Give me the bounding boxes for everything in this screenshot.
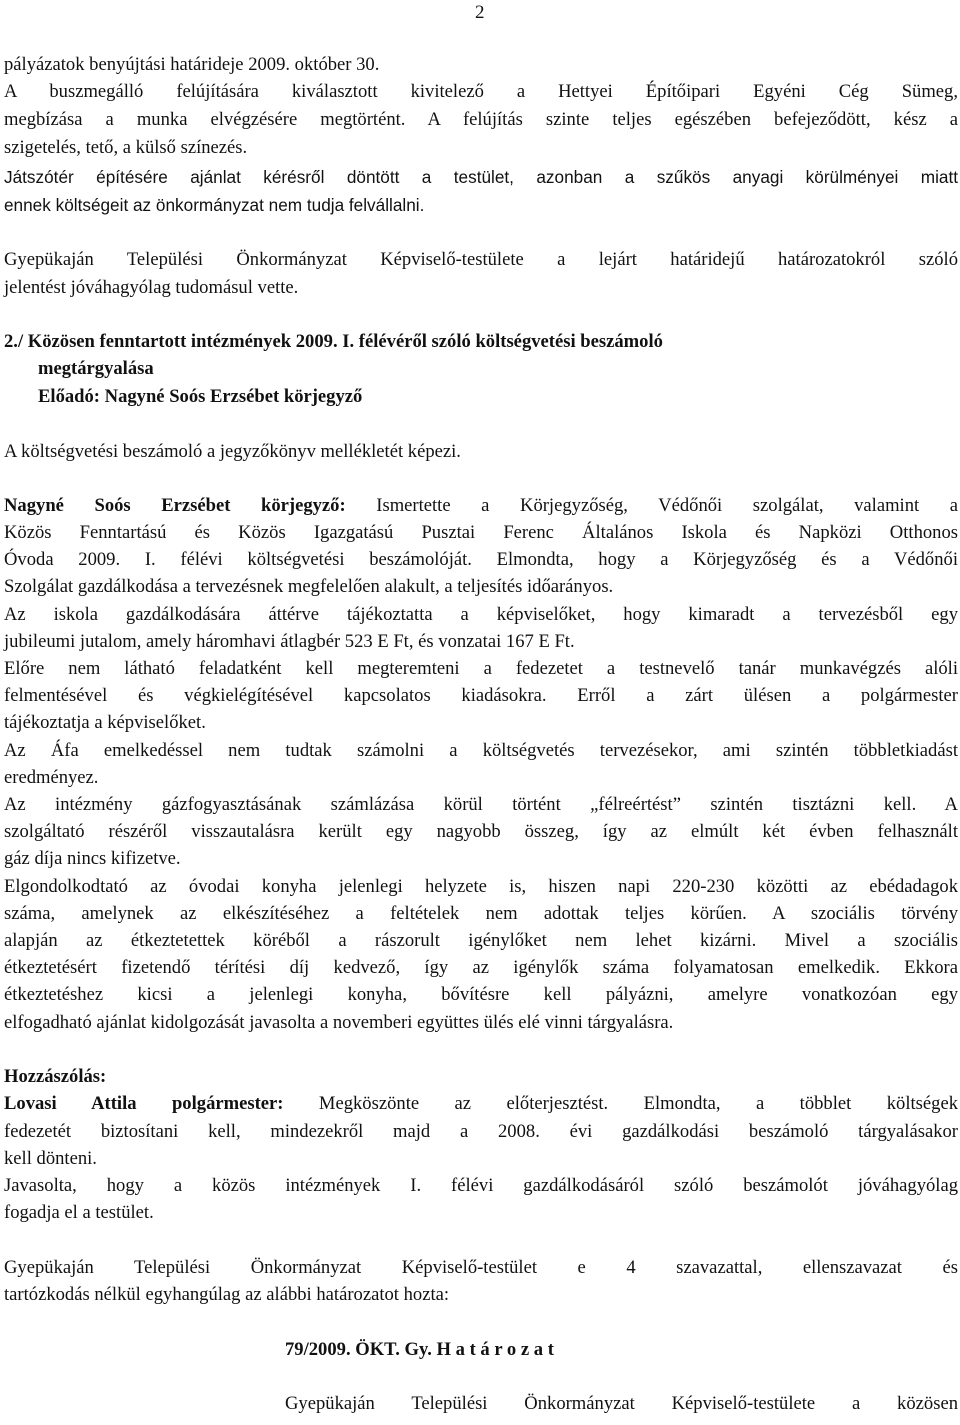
speech-line: Az Áfa emelkedéssel nem tudtak számolni a költségvetés tervezésekor, ami szintén többletkiadást: [4, 740, 958, 761]
speech-line: étkeztetéshez kicsi a jelenlegi konyha, bővítésre kell pályázni, amelyre vonatkozóan egy: [4, 984, 958, 1005]
comment-text: Megköszönte az előterjesztést. Elmondta, a többlet költségek: [283, 1093, 958, 1114]
speech-line: Szolgálat gazdálkodása a tervezésnek megfelelően alakult, a teljesítés időarányos.: [4, 576, 614, 597]
paragraph-line: jelentést jóváhagyólag tudomásul vette.: [4, 277, 299, 298]
speech-line: Óvoda 2009. I. félévi költségvetési beszámolóját. Elmondta, hogy a Körjegyzőség és a Védőnői: [4, 549, 958, 570]
speech-text: Ismertette a Körjegyzőség, Védőnői szolgálat, valamint a: [345, 495, 958, 516]
speech-line: jubileumi jutalom, amely háromhavi átlagbér 523 E Ft, és vonzatai 167 E Ft.: [4, 631, 575, 652]
speech-line: száma, amelynek az elkészítéséhez a feltételek nem adottak teljes körűen. A szociális törvény: [4, 903, 958, 924]
speech-line: eredményez.: [4, 767, 99, 788]
agenda-presenter: Előadó: Nagyné Soós Erzsébet körjegyző: [38, 386, 363, 407]
agenda-title-cont: megtárgyalása: [38, 358, 154, 379]
paragraph-line: szigetelés, tető, a külső színezés.: [4, 137, 248, 158]
speech-line: Elgondolkodtató az óvodai konyha jelenlegi helyzete is, hiszen napi 220-230 közötti az ebédadagok: [4, 876, 958, 897]
paragraph-line: ennek költségeit az önkormányzat nem tudja felvállalni.: [4, 195, 425, 215]
paragraph-line: megbízása a munka elvégzésére megtörtént. A felújítás szinte teljes egészében befejeződött, kész a: [4, 109, 958, 130]
comment-first-line: [4, 1092, 958, 1116]
paragraph-line: Játszótér építésére ajánlat kérésről döntött a testület, azonban a szűkös anyagi körülményei miatt: [4, 167, 958, 187]
paragraph-line: Gyepükaján Települési Önkormányzat Képviselő-testülete a lejárt határidejű határozatokról szóló: [4, 249, 958, 270]
page-number: 2: [475, 2, 485, 23]
speech-line: Közös Fenntartású és Közös Igazgatású Pusztai Ferenc Általános Iskola és Napközi Otthonos: [4, 522, 958, 543]
speaker-name: Nagyné Soós Erzsébet körjegyző:: [4, 495, 346, 516]
resolution-text: Gyepükaján Települési Önkormányzat Képviselő-testülete a közösen: [285, 1393, 958, 1414]
speech-line: tájékoztatja a képviselőket.: [4, 712, 206, 733]
vote-line: Gyepükaján Települési Önkormányzat Képviselő-testület e 4 szavazattal, ellenszavazat és: [4, 1257, 958, 1278]
comment-line: Javasolta, hogy a közös intézmények I. félévi gazdálkodásáról szóló beszámolót jóváhagyólag: [4, 1175, 958, 1196]
speaker-name: Lovasi Attila polgármester:: [4, 1093, 284, 1114]
paragraph-line: A buszmegálló felújítására kiválasztott kivitelező a Hettyei Építőipari Egyéni Cég Sümeg,: [4, 81, 958, 102]
speech-line: gáz díja nincs kifizetve.: [4, 848, 181, 869]
resolution-title: 79/2009. ÖKT. Gy. H a t á r o z a t: [285, 1339, 554, 1360]
speech-line: elfogadható ajánlat kidolgozását javasolta a novemberi együttes ülés elé vinni tárgyalásra.: [4, 1012, 674, 1033]
comment-line: fogadja el a testület.: [4, 1202, 154, 1223]
speech-line: szolgáltató részéről visszautalásra került egy nagyobb összeg, így az elmúlt két évben felhasznált: [4, 821, 958, 842]
speech-line: felmentésével és végkielégítésével kapcsolatos kiadásokra. Erről a zárt ülésen a polgármester: [4, 685, 958, 706]
comments-heading: Hozzászólás:: [4, 1066, 107, 1087]
comment-line: kell dönteni.: [4, 1148, 97, 1169]
attachment-note: A költségvetési beszámoló a jegyzőkönyv mellékletét képezi.: [4, 441, 461, 462]
agenda-title: 2./ Közösen fenntartott intézmények 2009. I. félévéről szóló költségvetési beszámoló: [4, 331, 663, 352]
speech-line: Az intézmény gázfogyasztásának számlázása körül történt „félreértést” szintén tisztázni kell. A: [4, 794, 958, 815]
speech-first-line: [4, 494, 958, 518]
paragraph-line: pályázatok benyújtási határideje 2009. október 30.: [4, 54, 380, 75]
speech-line: étkeztetésért fizetendő térítési díj kedvező, így az igénylők száma folyamatosan emelkedik. Ekkora: [4, 957, 958, 978]
speech-line: Előre nem látható feladatként kell megteremteni a fedezetet a testnevelő tanár munkavégzés alóli: [4, 658, 958, 679]
vote-line: tartózkodás nélkül egyhangúlag az alábbi határozatot hozta:: [4, 1284, 450, 1305]
speech-line: Az iskola gazdálkodására áttérve tájékoztatta a képviselőket, hogy kimaradt a tervezésből egy: [4, 604, 958, 625]
speech-line: alapján az étkeztetettek köréből a rászorult igénylőket nem lehet kizárni. Mivel a szociális: [4, 930, 958, 951]
comment-line: fedezetét biztosítani kell, mindezekről majd a 2008. évi gazdálkodási beszámoló tárgyalásakor: [4, 1121, 958, 1142]
